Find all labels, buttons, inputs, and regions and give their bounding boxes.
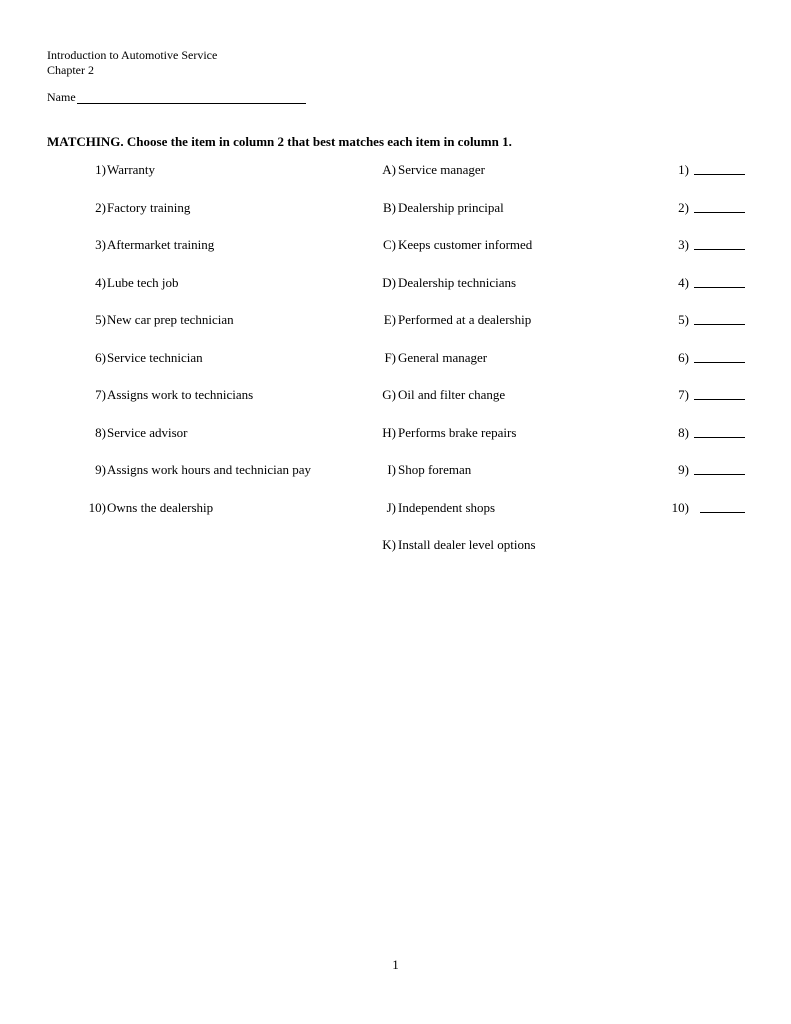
matching-row (0, 498, 791, 518)
matching-row (0, 423, 791, 443)
column2-item-text: Performs brake repairs (398, 424, 517, 440)
name-row (47, 90, 306, 104)
answer-number: 1) (678, 162, 689, 177)
column1-item-text: Assigns work to technicians (107, 387, 254, 402)
matching-row (0, 535, 791, 555)
answer-blank-line[interactable] (694, 174, 745, 175)
matching-row (0, 198, 791, 218)
column2-item-text: Keeps customer informed (398, 237, 533, 252)
column1-item-number: 9) (95, 462, 106, 477)
column2-item-letter: C) (383, 237, 396, 252)
column2-item-text: Dealership principal (398, 199, 504, 215)
chapter-label: Chapter 2 (47, 63, 94, 77)
column1-item-number: 4) (95, 274, 106, 290)
answer-number: 5) (678, 312, 689, 327)
column1-item-text: Service technician (107, 349, 203, 365)
column2-item-text: Performed at a dealership (398, 312, 532, 327)
column1-item-text: Aftermarket training (107, 237, 215, 252)
matching-row (0, 273, 791, 293)
answer-blank-line[interactable] (694, 212, 745, 213)
column2-item-letter: E) (383, 312, 396, 327)
column1-item-text: Warranty (107, 162, 156, 177)
matching-row (0, 235, 791, 255)
answer-number: 8) (678, 424, 689, 440)
column1-item-number: 10) (88, 499, 106, 515)
column2-item-letter: D) (382, 274, 396, 290)
course-title: Introduction to Automotive Service (47, 48, 218, 62)
column2-item-text: Shop foreman (398, 462, 472, 477)
column1-item-number: 6) (95, 349, 106, 365)
answer-number: 6) (678, 349, 689, 365)
name-blank-line[interactable] (77, 91, 306, 104)
answer-blank-line[interactable] (694, 437, 745, 438)
column1-item-text: Lube tech job (107, 274, 179, 290)
name-label: Name (47, 90, 76, 104)
column2-item-text: Independent shops (398, 499, 496, 515)
column1-item-number: 8) (95, 424, 106, 440)
answer-blank-line[interactable] (694, 249, 745, 250)
matching-row (0, 385, 791, 405)
page-number: 1 (392, 957, 399, 972)
answer-number: 7) (678, 387, 689, 402)
column1-item-number: 7) (95, 387, 106, 402)
answer-blank-line[interactable] (694, 324, 745, 325)
answer-number: 10) (671, 499, 689, 515)
column1-item-text: New car prep technician (107, 312, 234, 327)
matching-instructions: MATCHING. Choose the item in column 2 that best matches each item in column 1. (47, 134, 512, 149)
answer-number: 9) (678, 462, 689, 477)
matching-row (0, 348, 791, 368)
matching-row (0, 310, 791, 330)
column2-item-text: Oil and filter change (398, 387, 506, 402)
column2-item-letter: K) (382, 537, 396, 552)
column2-item-letter: B) (383, 199, 396, 215)
answer-blank-line[interactable] (694, 474, 745, 475)
column2-item-text: Service manager (398, 162, 485, 177)
column1-item-text: Service advisor (107, 424, 188, 440)
column2-item-letter: A) (382, 162, 396, 177)
column2-item-text: Install dealer level options (398, 537, 536, 552)
column2-item-letter: G) (382, 387, 396, 402)
matching-row (0, 460, 791, 480)
answer-blank-line[interactable] (694, 287, 745, 288)
column2-item-text: Dealership technicians (398, 274, 517, 290)
answer-number: 4) (678, 274, 689, 290)
column1-item-text: Assigns work hours and technician pay (107, 462, 311, 477)
answer-number: 3) (678, 237, 689, 252)
column1-item-text: Owns the dealership (107, 499, 214, 515)
answer-blank-line[interactable] (700, 512, 745, 513)
answer-number: 2) (678, 199, 689, 215)
column1-item-text: Factory training (107, 199, 191, 215)
column2-item-letter: F) (384, 349, 396, 365)
column2-item-letter: J) (386, 499, 396, 515)
column2-item-letter: I) (387, 462, 396, 477)
answer-blank-line[interactable] (694, 399, 745, 400)
column1-item-number: 5) (95, 312, 106, 327)
column2-item-letter: H) (382, 424, 396, 440)
matching-row (0, 160, 791, 180)
column1-item-number: 1) (95, 162, 106, 177)
column1-item-number: 2) (95, 199, 106, 215)
column2-item-text: General manager (398, 349, 488, 365)
answer-blank-line[interactable] (694, 362, 745, 363)
column1-item-number: 3) (95, 237, 106, 252)
